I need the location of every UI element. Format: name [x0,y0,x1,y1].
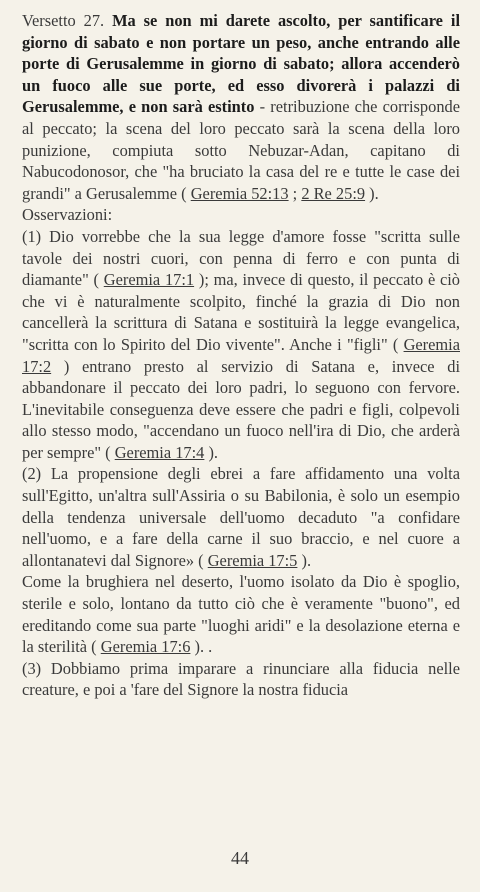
observation-3-text: (3) Dobbiamo prima imparare a rinunciare alla fiducia nelle creature, e poi a 'fare del Signore la nostra fiducia [22,658,460,700]
verse-quote: Ma se non mi darete ascolto, per santificare il giorno di sabato e non portare un peso, anche entrando alle porte di Gerusalemme in giorno di sabato; allora accenderò un fuoco alle sue porte, ed esso divorerà i palazzi di Gerusalemme, e non sarà estinto [22,11,460,117]
reference-link-geremia-17-1[interactable]: Geremia 17:1 [103,270,195,290]
observation-2-paragraph [22,463,460,571]
verse-commentary-end: ). [365,183,379,203]
observations-heading: Osservazioni: [22,205,113,225]
observation-1-paragraph [22,226,460,464]
reference-link-geremia-52-13[interactable]: Geremia 52:13 [190,183,289,203]
reference-link-2-re-25-9[interactable]: 2 Re 25:9 [301,183,366,203]
observation-2b-text-2: ). . [190,637,213,657]
observation-1-text-4: ). [204,442,219,462]
observation-2-text-2: ). [297,550,312,570]
reference-link-geremia-17-4[interactable]: Geremia 17:4 [114,442,205,462]
observation-1-text-3: ) entrano presto al servizio di Satana e, invece di abbandonare il peccato dei loro padri, lo seguono con fervore. L'inevitabile conseguenza deve essere che padri e figli, colpevoli allo stesso modo, "accendano un fuoco nell'ira di Dio, che arderà per sempre" ( [22,356,460,462]
observation-2b-text: Come la brughiera nel deserto, l'uomo isolato da Dio è spoglio, sterile e solo, lontano da tutto ciò che è veramente "buono", ed ereditando come sua parte "luoghi aridi" e la desolazione eterna e la sterilità ( [22,572,460,657]
verse-label: Versetto 27. [22,11,105,30]
observation-2-text: (2) La propensione degli ebrei a fare affidamento una volta sull'Egitto, un'altra sull'Assiria o su Babilonia, è solo un esempio della tendenza universale dell'uomo decaduto "a confidare nell'uomo, e a fare della carne il suo braccio, e nel cuore a allontanatevi dal Signore» ( [22,464,460,570]
reference-link-geremia-17-5[interactable]: Geremia 17:5 [207,550,298,570]
reference-link-geremia-17-6[interactable]: Geremia 17:6 [100,637,191,657]
reference-link-geremia-17-2[interactable]: Geremia 17:2 [22,334,460,376]
observation-1-text-2: ); ma, invece di questo, il peccato è ciò che vi è naturalmente scolpito, finché la grazia di Dio non cancellerà la scrittura di Satana e sostituirà la legge evangelica, "scritta con lo Spirito del Dio vivente". Anche i "figli" ( [22,270,461,354]
observation-2-continuation-paragraph [22,571,460,657]
verse-commentary: - retribuzione che corrisponde al peccato; la scena del loro peccato sarà la scena della loro punizione, compiuta sotto Nebuzar-Adan, capitano di Nabucodonosor, che "ha bruciato la casa del re e tutte le case dei grandi" a Gerusalemme ( [22,97,460,203]
observation-1-text: (1) Dio vorrebbe che la sua legge d'amore fosse "scritta sulle tavole dei nostri cuori, con penna di ferro e con punta di diamante" ( [22,226,460,290]
page-number: 44 [231,848,249,868]
verse-27-paragraph [22,10,460,204]
document-page [22,10,460,701]
reference-separator: ; [288,183,302,203]
observation-3-paragraph [22,658,460,701]
